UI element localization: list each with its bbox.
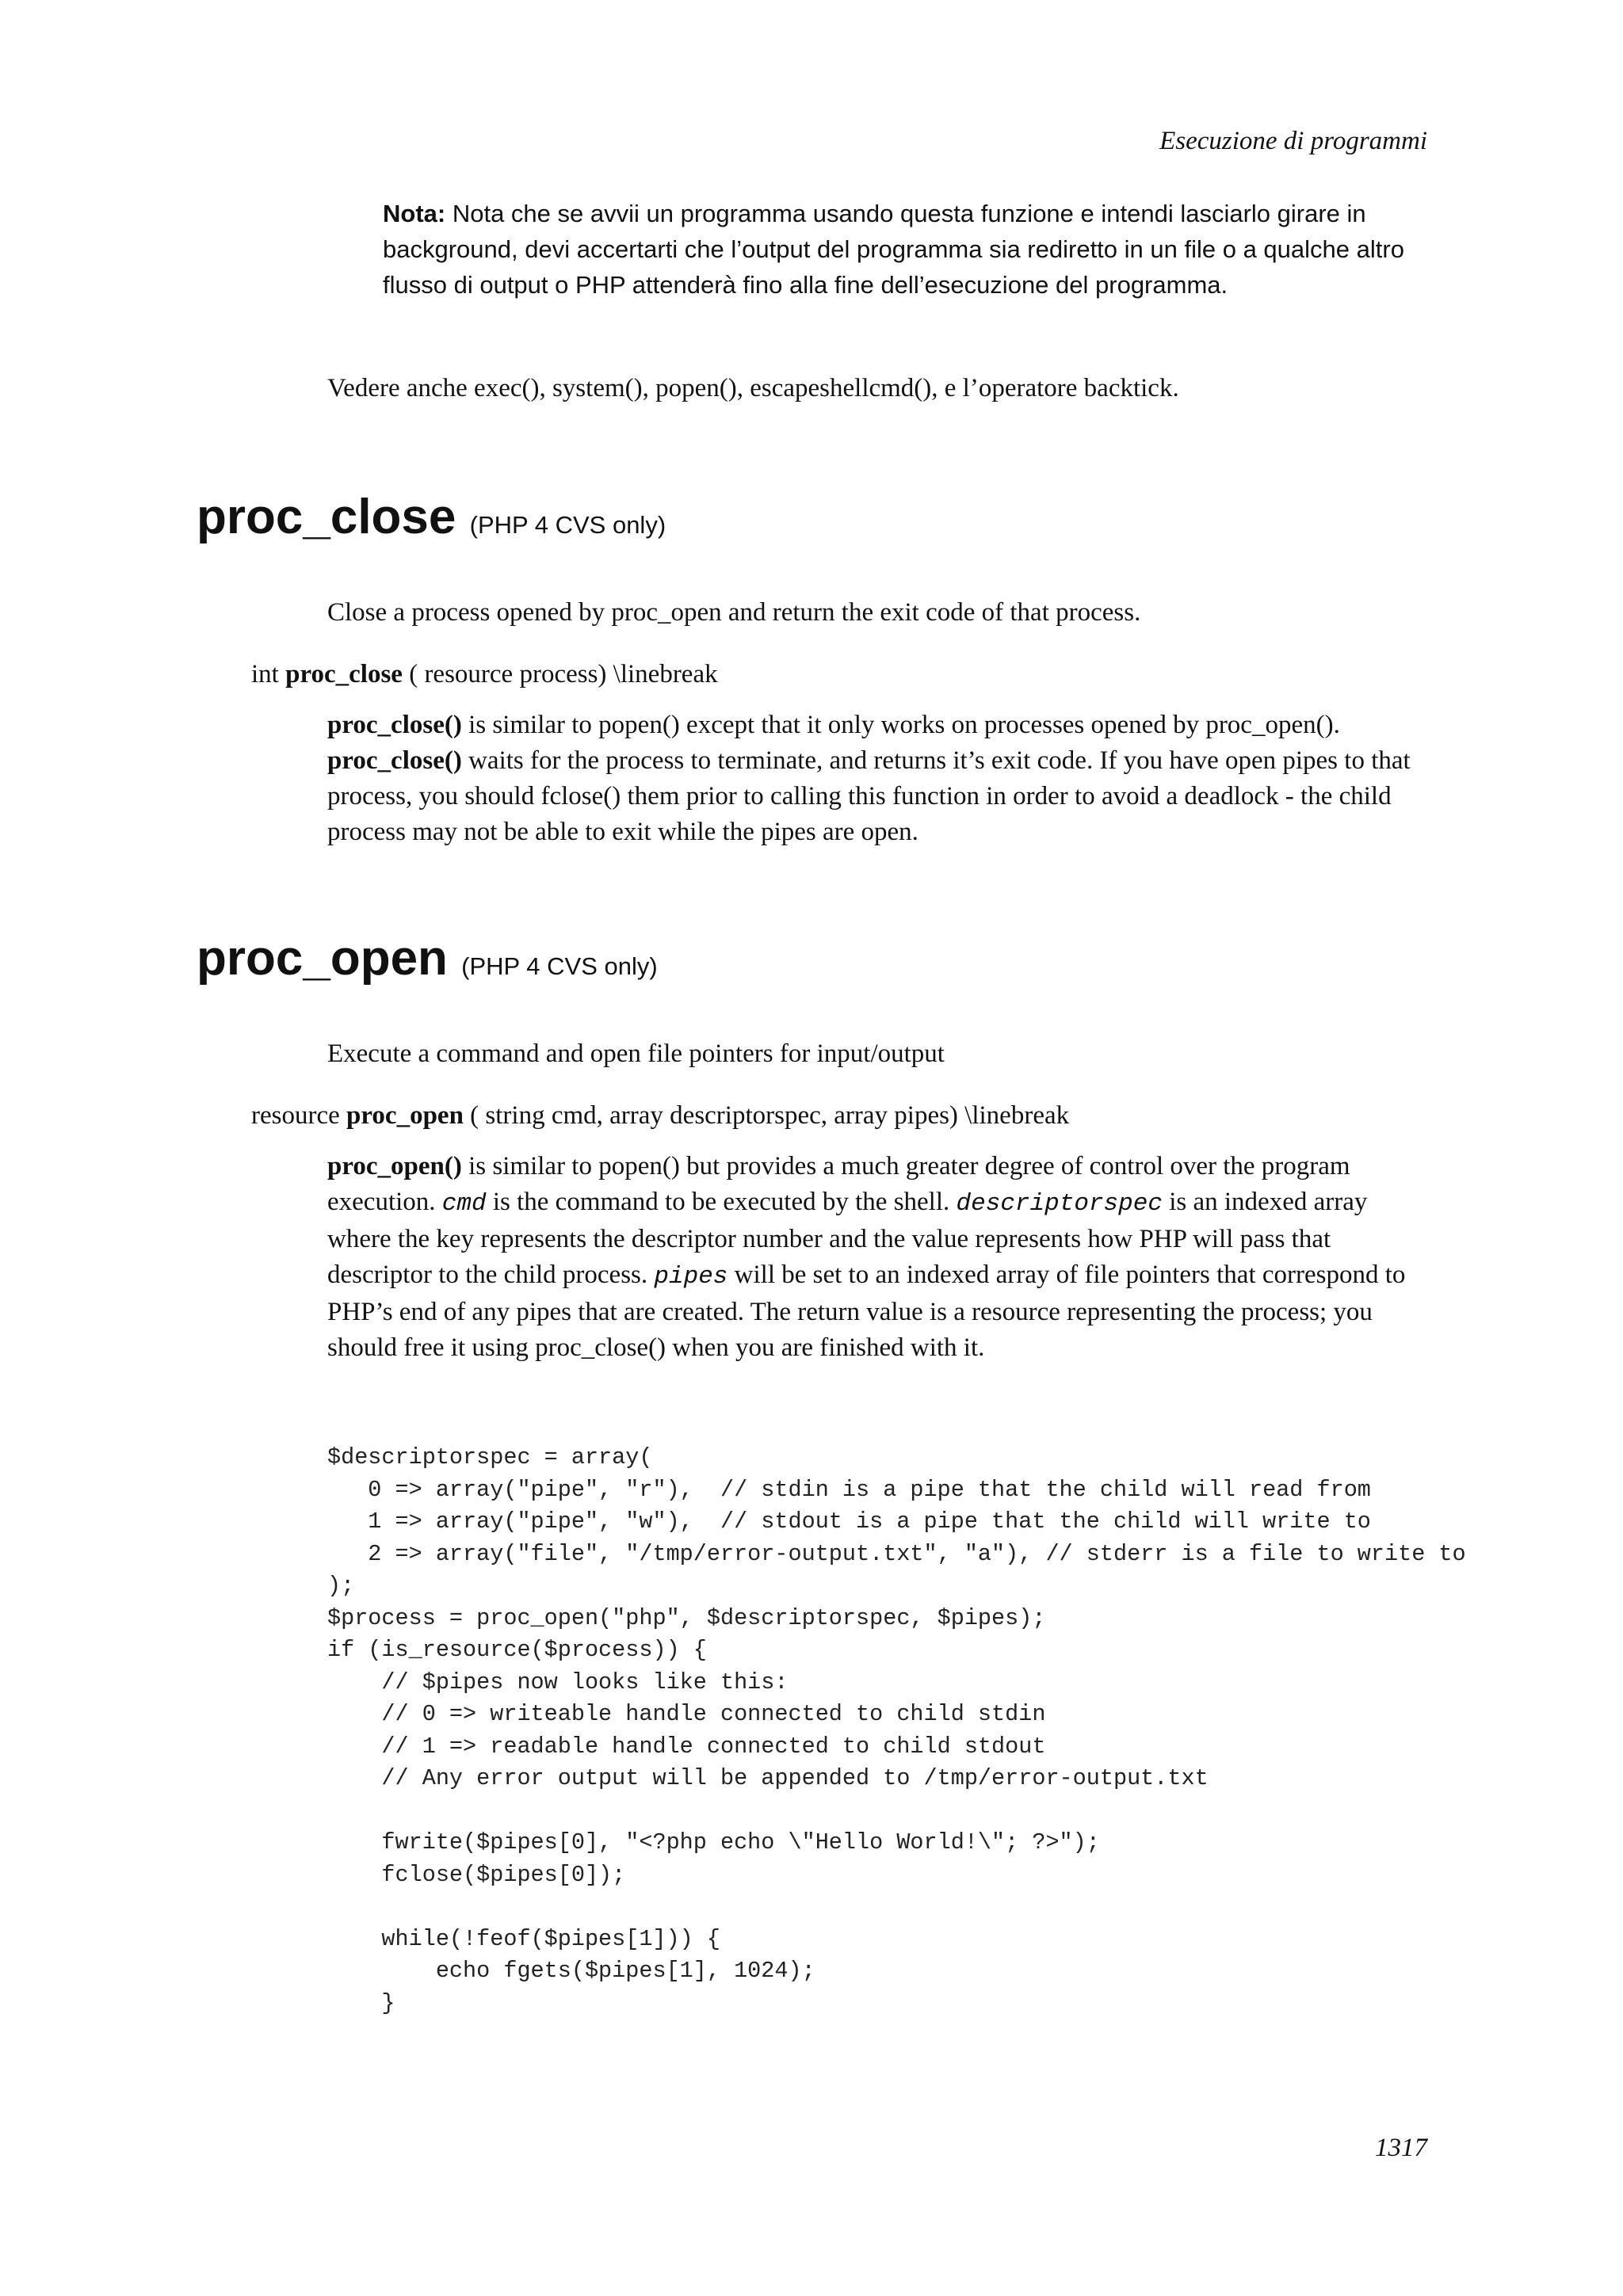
proc-open-version: (PHP 4 CVS only) — [461, 952, 658, 980]
proc-close-short-desc: Close a process opened by proc_open and return the exit code of that process. — [327, 598, 1141, 627]
proc-close-return-type: int — [251, 660, 286, 688]
proc-open-desc-text-1: is similar to popen() but provides a much greater degree of control over the program execution. — [327, 1152, 1350, 1216]
proc-close-desc-text-1: is similar to popen() except that it only works on processes opened by proc_open(). — [461, 711, 1340, 739]
param-pipes: pipes — [654, 1263, 728, 1291]
proc-open-func-ref: proc_open() — [327, 1152, 462, 1180]
proc-close-synopsis-args: ( resource process) \linebreak — [402, 660, 718, 688]
proc-open-desc-text-3: is an indexed array where the key represents the descriptor number and the value represents how PHP will pass that descriptor to the child process. — [327, 1188, 1368, 1289]
proc-close-version: (PHP 4 CVS only) — [469, 511, 666, 539]
proc-close-description — [327, 707, 1437, 850]
see-also-paragraph: Vedere anche exec(), system(), popen(), escapeshellcmd(), e l’operatore backtick. — [327, 374, 1179, 402]
proc-open-desc-text-4: will be set to an indexed array of file pointers that correspond to PHP’s end of any pipes that are created. The return value is a resource representing the process; you should free it using proc_close() when you are finished with it. — [327, 1261, 1406, 1362]
proc-close-title: proc_close — [197, 490, 456, 544]
proc-open-synopsis-args: ( string cmd, array descriptorspec, array pipes) \linebreak — [463, 1101, 1070, 1130]
note-block — [383, 196, 1429, 303]
param-descriptorspec: descriptorspec — [956, 1190, 1163, 1218]
proc-open-description — [327, 1149, 1437, 1366]
proc-open-synopsis — [251, 1098, 1069, 1134]
proc-open-title: proc_open — [197, 931, 448, 986]
note-text: Nota che se avvii un programma usando questa funzione e intendi lasciarlo girare in background, devi accertarti che l’output del programma sia rediretto in un file o a qualche altro flusso di output o PHP attenderà fino alla fine dell’esecuzione del programma. — [383, 200, 1404, 299]
code-example: $descriptorspec = array( 0 => array("pipe", "r"), // stdin is a pipe that the child will read from 1 => array("pipe", "w"), // stdout is a pipe that the child will write to 2 => array("file", "/tmp/error-output.txt", "a"), // stderr is a file to write to ); $process = proc_open("php", $descriptorspec, $pipes); if (is_resource($process)) { // $pipes now looks like this: // 0 => writeable handle connected to child stdin // 1 => readable handle connected to child stdout // Any error output will be appended to /tmp/error-output.txt fwrite($pipes[0], "<?php echo \"Hello World!\"; ?>"); fclose($pipes[0]); while(!feof($pipes[1])) { echo fgets($pipes[1], 1024); } — [327, 1444, 1466, 2016]
note-label: Nota: — [383, 200, 446, 227]
proc-open-synopsis-func: proc_open — [346, 1101, 464, 1130]
proc-open-short-desc: Execute a command and open file pointers for input/output — [327, 1039, 945, 1068]
proc-close-heading — [197, 490, 666, 553]
proc-close-synopsis — [251, 657, 718, 692]
param-cmd: cmd — [441, 1190, 487, 1218]
proc-close-func-ref-1: proc_close() — [327, 711, 462, 739]
page-number: 1317 — [1375, 2134, 1427, 2162]
proc-close-desc-text-2: waits for the process to terminate, and returns it’s exit code. If you have open pipes to that process, you should fclose() them prior to calling this function in order to avoid a deadlock - the child process may not be able to exit while the pipes are open. — [327, 746, 1411, 846]
proc-open-desc-text-2: is the command to be executed by the shell. — [486, 1188, 957, 1216]
proc-open-heading — [197, 931, 658, 994]
proc-close-func-ref-2: proc_close() — [327, 746, 462, 775]
running-header: Esecuzione di programmi — [1159, 127, 1427, 155]
proc-open-return-type: resource — [251, 1101, 347, 1130]
proc-close-synopsis-func: proc_close — [285, 660, 403, 688]
